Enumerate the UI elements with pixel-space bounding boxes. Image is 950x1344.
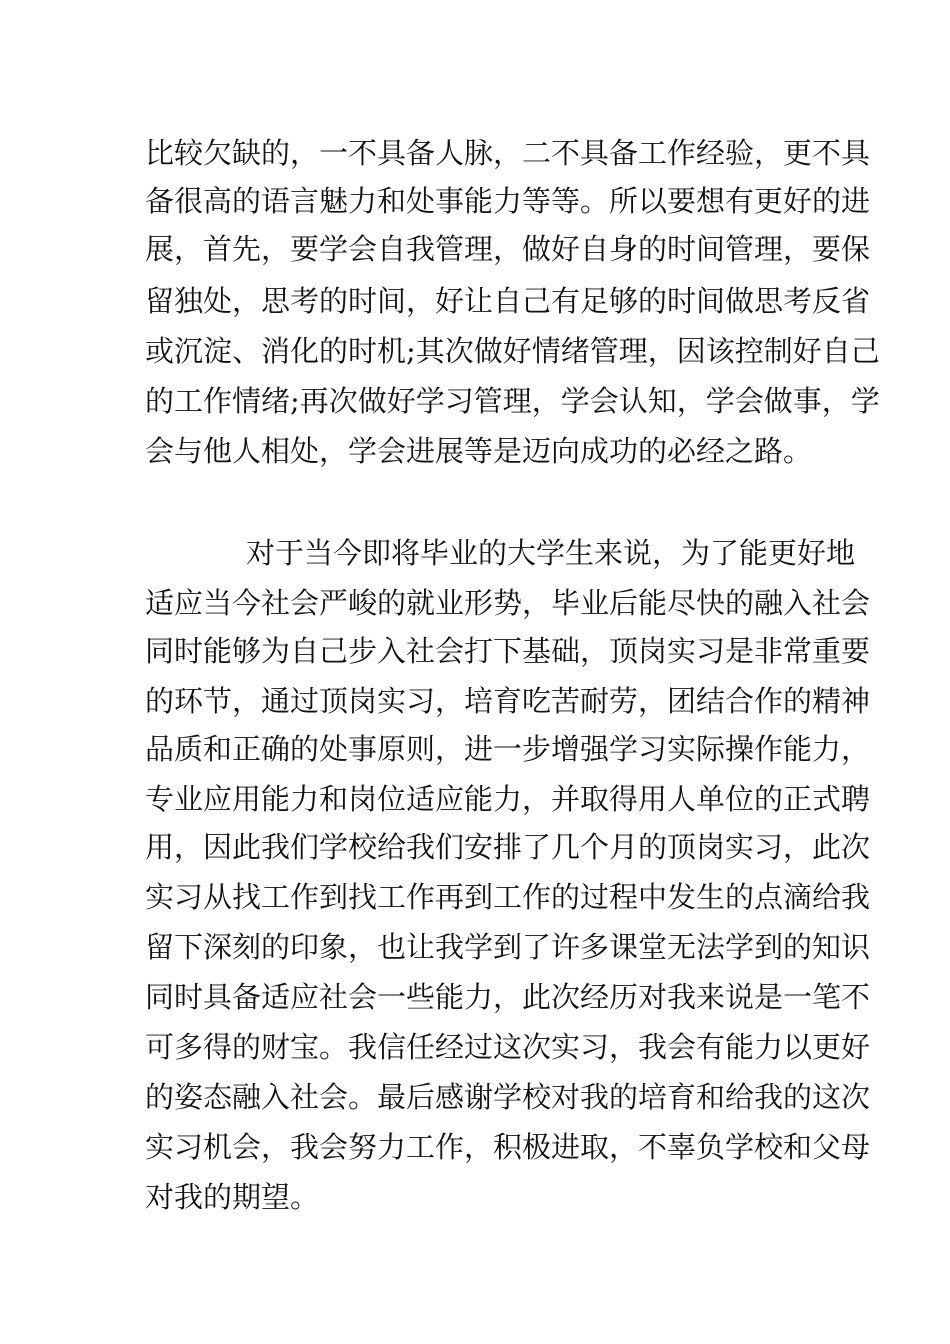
text-line: 比较欠缺的，一不具备人脉，二不具备工作经验，更不具 (145, 136, 871, 170)
text-line: 的工作情绪;再次做好学习管理，学会认知，学会做事，学 (145, 384, 880, 418)
text-line: 备很高的语言魅力和处事能力等等。所以要想有更好的进 (145, 184, 871, 218)
text-line: 对我的期望。 (145, 1180, 320, 1214)
text-line: 同时具备适应社会一些能力，此次经历对我来说是一笔不 (145, 980, 871, 1014)
text-line: 留独处，思考的时间，好让自己有足够的时间做思考反省 (145, 284, 871, 318)
text-line: 或沉淀、消化的时机;其次做好情绪管理，因该控制好自己 (145, 334, 880, 368)
text-line: 会与他人相处，学会进展等是迈向成功的必经之路。 (145, 434, 813, 468)
text-line: 实习机会，我会努力工作，积极进取，不辜负学校和父母 (145, 1130, 871, 1164)
text-line: 适应当今社会严峻的就业形势，毕业后能尽快的融入社会 (145, 586, 871, 620)
text-line: 留下深刻的印象，也让我学到了许多课堂无法学到的知识 (145, 930, 871, 964)
text-line: 展，首先，要学会自我管理，做好自身的时间管理，要保 (145, 232, 871, 266)
text-line: 的姿态融入社会。最后感谢学校对我的培育和给我的这次 (145, 1080, 871, 1114)
text-line: 实习从找工作到找工作再到工作的过程中发生的点滴给我 (145, 880, 871, 914)
text-line: 同时能够为自己步入社会打下基础，顶岗实习是非常重要 (145, 634, 871, 668)
text-line: 专业应用能力和岗位适应能力，并取得用人单位的正式聘 (145, 782, 871, 816)
text-line: 对于当今即将毕业的大学生来说，为了能更好地 (246, 536, 856, 570)
text-line: 可多得的财宝。我信任经过这次实习，我会有能力以更好 (145, 1030, 871, 1064)
text-line: 用，因此我们学校给我们安排了几个月的顶岗实习，此次 (145, 830, 871, 864)
text-line: 品质和正确的处事原则，进一步增强学习实际操作能力， (145, 732, 871, 766)
text-line: 的环节，通过顶岗实习，培育吃苦耐劳，团结合作的精神 (145, 684, 871, 718)
